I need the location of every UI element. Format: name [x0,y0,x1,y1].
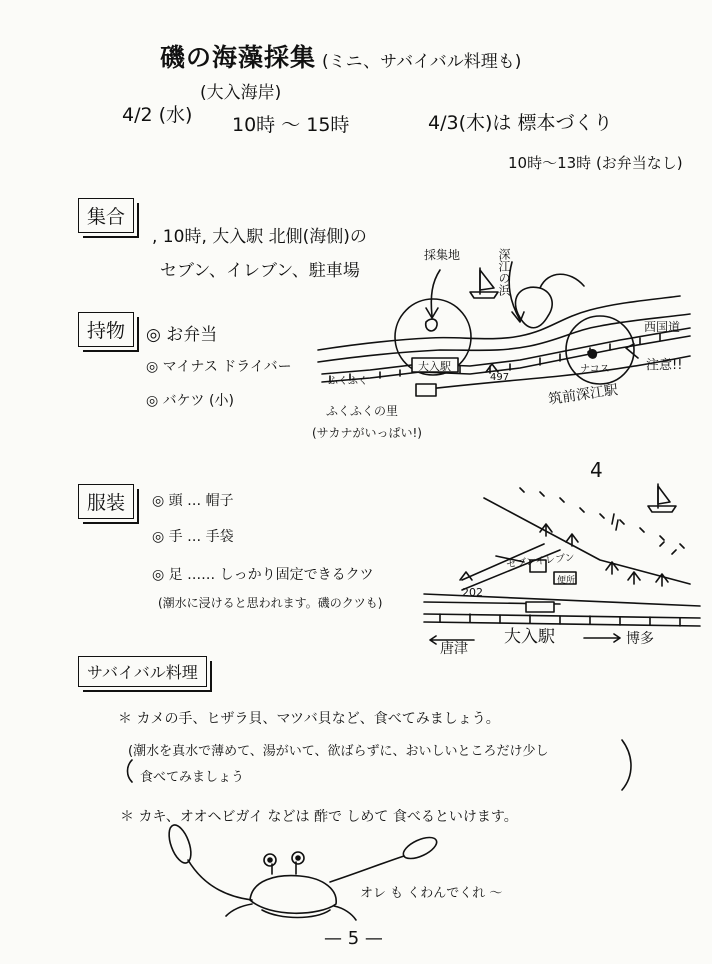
location-label: (大入海岸) [200,83,282,103]
title-note: (ミニ、サバイバル料理も) [322,52,522,72]
map1-station-num: 497 [490,372,510,383]
belongings-item: ◎ お弁当 [146,325,218,345]
map1-fukufuku-sato: ふくふくの里 [326,404,399,418]
map2-number: 4 [590,458,603,482]
map1-fukae-river: 深江の浜 [497,248,511,296]
date-day2: 4/3(木)は 標本づくり [428,112,613,134]
belongings-label: 持物 [78,312,134,347]
clothing-label: 服装 [78,484,134,519]
survival-item1-note: (潮水を真水で薄めて、湯がいて、欲ばらずに、おいしいところだけ少し [128,744,549,759]
page-title: 磯の海藻採集 [160,43,317,72]
crab-caption: オレ も くわんでくれ 〜 [360,886,503,901]
belongings-item: ◎ バケツ (小) [146,393,234,409]
meeting-line2: セブン、イレブン、駐車場 [160,261,360,281]
map1-fukufuku-note: (サカナがいっぱい!) [312,426,422,440]
clothing-item: ◎ 頭 … 帽子 [152,493,234,509]
map2-seven: セブンイレブン [505,552,576,571]
time-day1: 10時 〜 15時 [232,114,350,136]
survival-label: サバイバル料理 [78,656,207,687]
map1-station: 大入駅 [418,360,451,373]
map1-chuui: 注意!! [646,358,683,373]
map1-nishi-kokudo: 西国道 [644,320,681,334]
survival-item2: ＊ カキ、オオヘビガイ などは 酢で しめて 食べるといけます。 [120,809,518,825]
map1-fukufuku: ふくふく [328,376,368,387]
map2-hakata: 博多 [626,631,654,647]
map1-nakoko: ナコス [580,364,610,375]
time-day2: 10時〜13時 (お弁当なし) [508,154,683,172]
page-number: — 5 — [324,928,383,949]
map2-toilet: 便所 [557,576,576,586]
clothing-item: ◎ 足 …… しっかり固定できるクツ [152,567,374,583]
date-day1: 4/2 (水) [122,104,193,126]
survival-item1-note-b: 食べてみましょう [140,770,245,785]
survival-item1: ＊ カメの手、ヒザラ貝、マツバ貝など、食べてみましょう。 [118,711,500,727]
map2-karatsu: 唐津 [440,641,468,657]
clothing-item: ◎ 手 … 手袋 [152,529,234,545]
meeting-line1: , 10時, 大入駅 北側(海側)の [152,227,367,247]
belongings-item: ◎ マイナス ドライバー [146,359,292,375]
map1-fukae-station: 筑前深江駅 [547,382,619,408]
map1-saishuchi: 採集地 [424,248,461,262]
meeting-label: 集合 [78,198,134,233]
map2-route: 202 [462,586,483,599]
clothing-note: (潮水に浸けると思われます。磯のクツも) [158,596,383,610]
map2-station: 大入駅 [504,627,555,647]
